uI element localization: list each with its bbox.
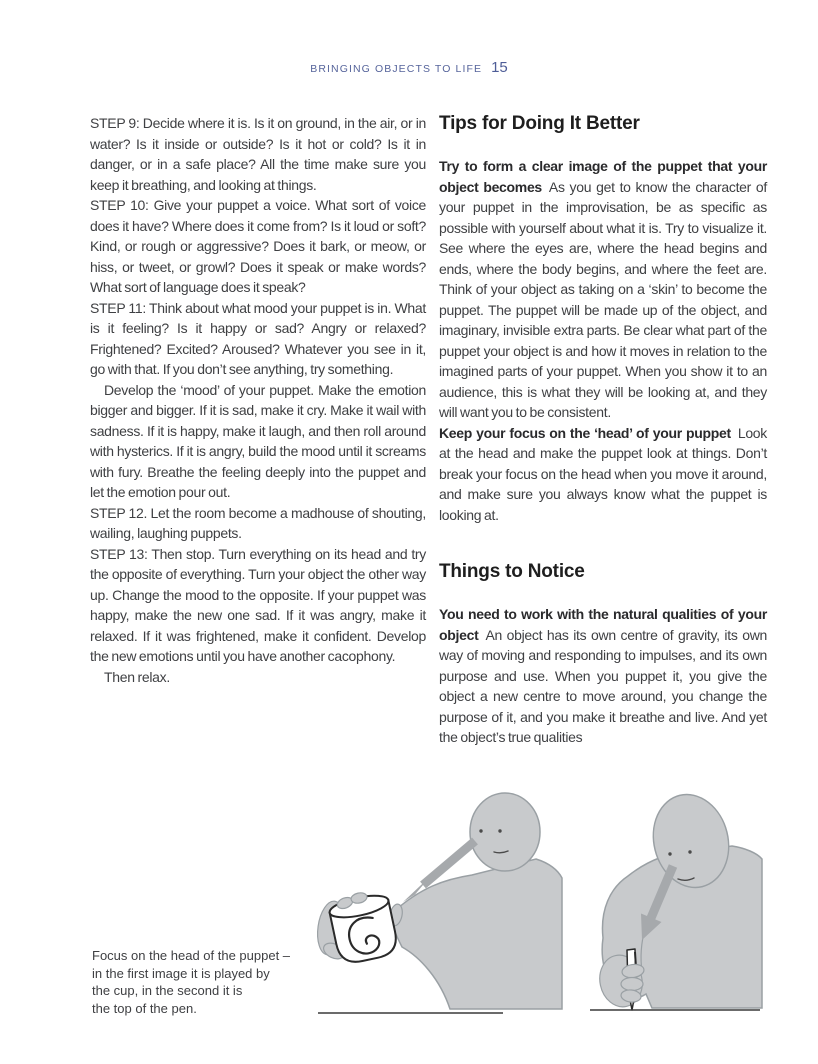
left-eye <box>668 852 671 855</box>
paragraph-step-9: STEP 9: Decide where it is. Is it on ground, in the air, or in water? Is it inside or outside? Is it hot or cold? Is it in danger, or in a safe place? All the time make sure you keep it breathing, and looking at things. <box>90 115 426 193</box>
running-head <box>0 59 818 77</box>
paragraph-keep-focus-text: Look at the head and make the puppet look at things. Don’t break your focus on the head when you move it around, and make sure you always know what the puppet is looking at. <box>439 424 767 523</box>
text-columns <box>90 113 767 748</box>
right-eye <box>498 829 501 832</box>
left-eye <box>479 829 482 832</box>
section-heading-tips: Tips for Doing It Better <box>439 113 640 134</box>
paragraph-step-13: STEP 13: Then stop. Turn everything on its head and try the opposite of everything. Turn your object the other way up. Change the mood to the opposite. If your puppet was happy, make the new one sad. If it was angry, make it relaxed. If it was frightened, make it confident. Develop the new emotions until you have another cacophony. <box>90 545 426 664</box>
run-in-heading-clear-image: Try to form a clear image of the puppet that your object becomes <box>439 158 767 195</box>
page-number: 15 <box>491 59 508 76</box>
paragraph-step-12: STEP 12. Let the room become a madhouse of shouting, wailing, laughing puppets. <box>90 504 426 541</box>
run-in-heading-natural-qualities: You need to work with the natural qualities of your object <box>439 606 767 643</box>
paragraph-clear-image-text: As you get to know the character of your puppet in the improvisation, be as specific as possible with yourself about what it is. Try to visualize it. See where the eyes are, where the head begins and ends, where the body begins, and where the feet are. Think of your object as taking on a ‘skin’ to become the puppet. The puppet will be made up of the object, and imaginary, invisible extra parts. Be clear what part of the puppet your object is and how it moves in relation to the imagined parts of your puppet. When you show it to an audience, this is what they will be looking at, and they will want you to be consistent. <box>439 178 767 420</box>
section-things-to-notice <box>439 561 767 748</box>
paragraph-keep-focus <box>439 423 767 526</box>
caption-line: in the first image it is played by <box>92 965 270 981</box>
figure-with-pen-illustration <box>590 788 818 1064</box>
caption-line: Focus on the head of the puppet – <box>92 948 291 963</box>
paragraph-natural-qualities-text: An object has its own centre of gravity, its own way of moving and responding to impulses, and its own purpose and use. When you puppet it, you give the object a new centre to move around, you change the purpose of it, and you make it breathe and live. And yet the object’s true qualities <box>439 626 767 745</box>
chapter-title: BRINGING OBJECTS TO LIFE <box>310 63 483 75</box>
right-eye <box>688 850 691 853</box>
right-column <box>439 113 767 748</box>
paragraph-natural-qualities <box>439 604 767 748</box>
section-heading-things-to-notice: Things to Notice <box>439 561 585 582</box>
figure-caption <box>92 947 290 1017</box>
figure-with-cup-illustration <box>312 790 594 1056</box>
fingers <box>620 963 644 1003</box>
paragraph-develop-mood: Develop the ‘mood’ of your puppet. Make the emotion bigger and bigger. If it is sad, make it cry. Make it wail with sadness. If it is happy, make it laugh, and then roll around with hysterics. If it is angry, build the mood until it screams with fury. Breathe the feeling deeply into the puppet and let the emotion pour out. <box>90 381 426 500</box>
run-in-heading-keep-focus: Keep your focus on the ‘head’ of your puppet <box>439 424 731 441</box>
paragraph-step-10: STEP 10: Give your puppet a voice. What sort of voice does it have? Where does it come from? Is it loud or soft? Kind, or rough or aggressive? Does it bark, or meow, or hiss, or tweet, or growl? Does it speak or make words? What sort of language does it speak? <box>90 197 426 295</box>
caption-line: the cup, in the second it is <box>92 983 243 999</box>
left-column <box>90 113 426 748</box>
paragraph-then-relax: Then relax. <box>104 668 170 685</box>
section-tips <box>439 113 767 525</box>
caption-line: the top of the pen. <box>92 1000 197 1016</box>
performer-body <box>390 859 562 1009</box>
paragraph-clear-image <box>439 156 767 423</box>
paragraph-step-11: STEP 11: Think about what mood your puppet is in. What is it feeling? Is it happy or sad? Angry or relaxed? Frightened? Excited? Aroused? Whatever you see in it, go with that. If you don’t see anything, try something. <box>90 299 426 377</box>
